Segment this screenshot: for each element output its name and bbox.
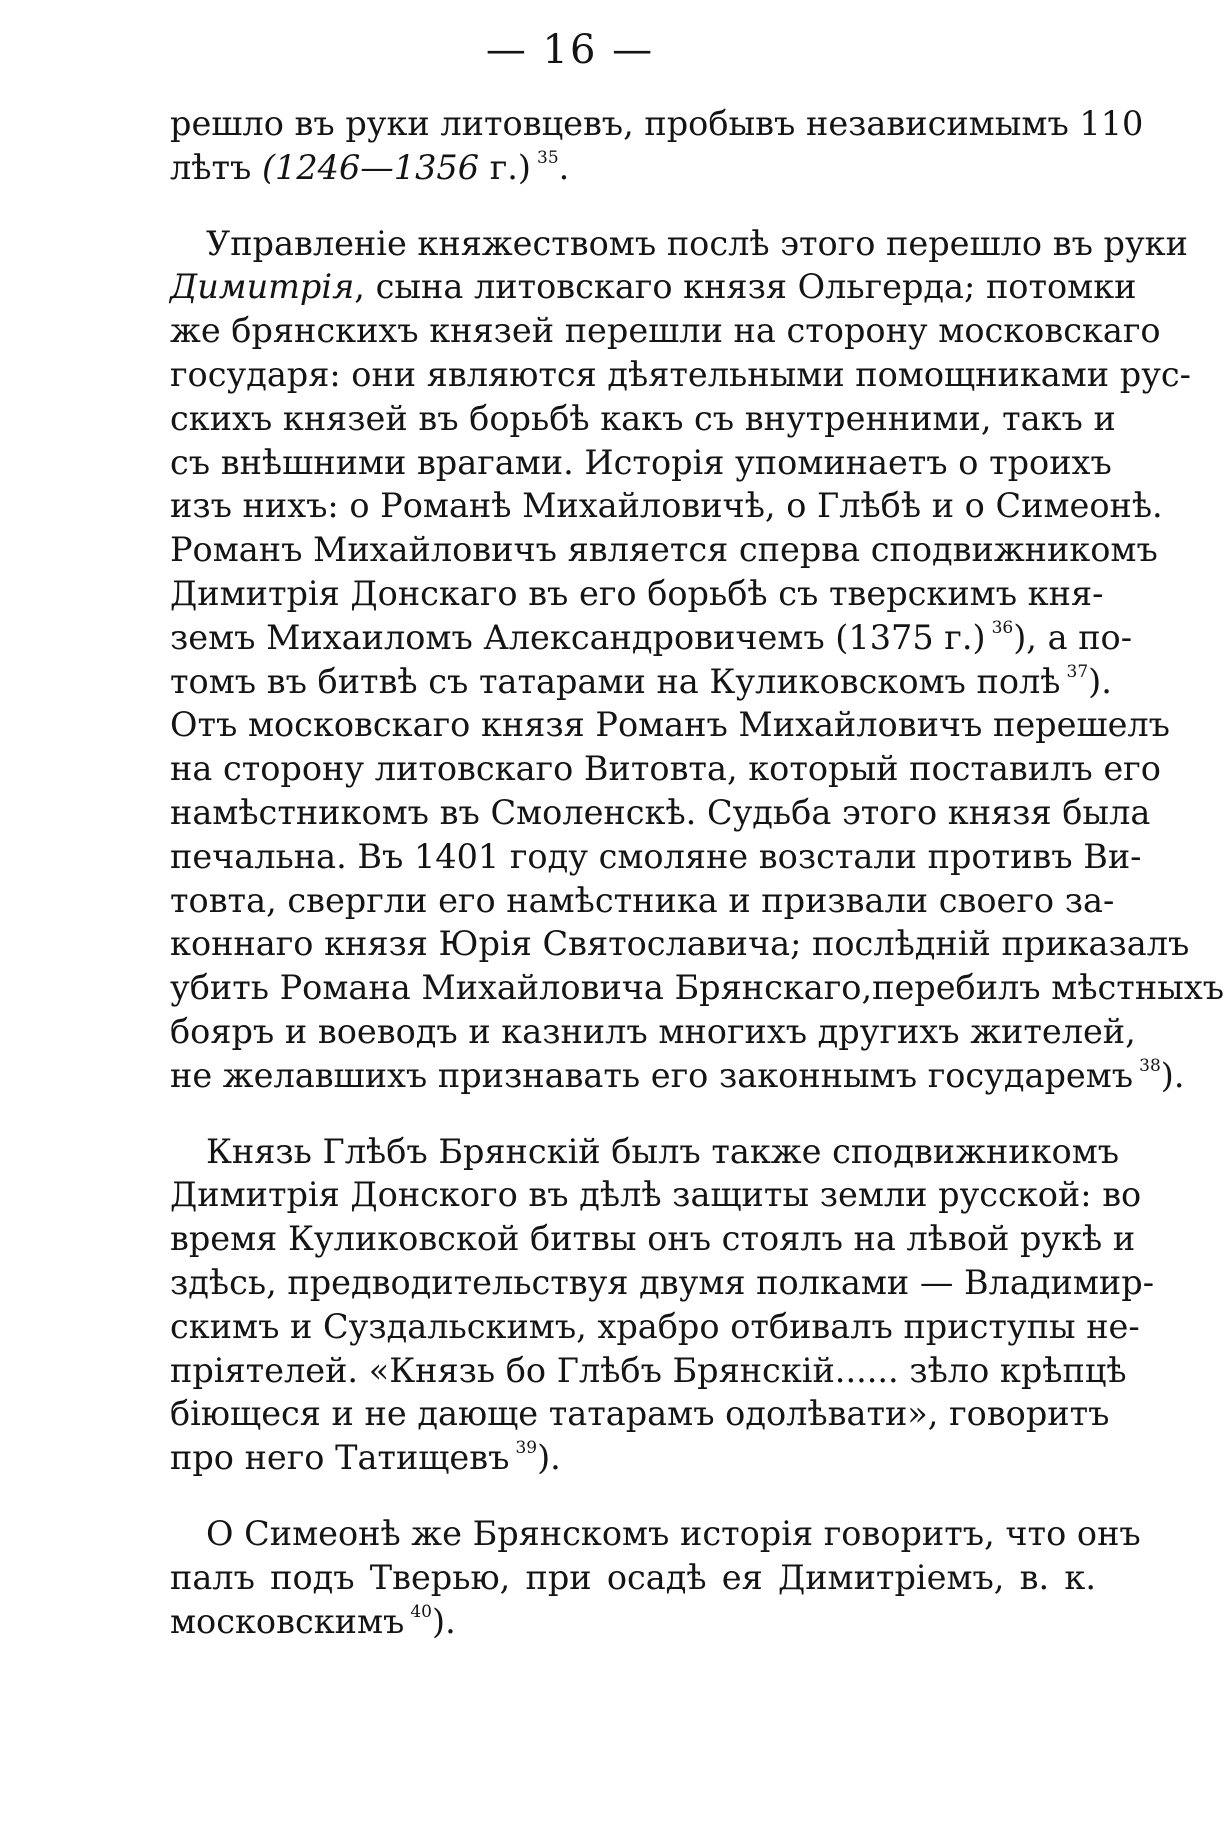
text-segment: Князь Глѣбъ Брянскій былъ также сподвижникомъ [206,1131,1120,1171]
text-line [170,265,1137,309]
text-line [170,1130,1120,1174]
text-segment: московскимъ [170,1601,405,1641]
text-segment: ). [537,1438,561,1478]
text-body [170,102,1224,1643]
text-line [170,222,1188,266]
text-segment: съ внѣшними врагами. Исторія упоминаетъ о троихъ [170,442,1112,482]
text-line [170,1392,1110,1436]
text-line [170,1436,1096,1480]
text-segment: убить Романа Михайловича Брянскаго,перебилъ мѣстныхъ [170,968,1224,1008]
footnote-ref: 38 [1139,1055,1161,1076]
text-segment: земъ Михаиломъ Александровичемъ (1375 г.) [170,617,986,657]
text-line [170,1349,1127,1393]
paragraph [170,222,1224,1098]
text-line [170,484,1163,528]
text-line [170,660,1112,704]
page-number: — 16 — [485,27,655,73]
text-segment: здѣсь, предводительствуя двумя полками — Владимир- [170,1262,1155,1302]
italic-text: (1246—1356 [261,147,480,187]
text-line [170,1054,1185,1098]
text-segment: пріятелей. «Князь бо Глѣбъ Брянскій...... зѣло крѣпцѣ [170,1350,1127,1390]
text-segment: ). [1088,661,1112,701]
text-segment: палъ подъ Тверью, при осадѣ ея Димитріемъ, в. к. [170,1557,1096,1597]
text-line [170,616,1133,660]
text-line [170,791,1151,835]
text-line [170,1010,1136,1054]
text-line [170,879,1115,923]
text-segment: . [558,147,570,187]
text-segment: біющеся и не дающе татарамъ одолѣвати», говоритъ [170,1394,1110,1434]
text-segment: на сторону литовскаго Витовта, который поставилъ его [170,749,1161,789]
text-segment: время Куликовской битвы онъ стоялъ на лѣвой рукѣ и [170,1219,1136,1259]
text-line [170,441,1112,485]
text-segment: Управленіе княжествомъ послѣ этого перешло въ руки [206,223,1188,263]
text-segment: бояръ и воеводъ и казнилъ многихъ другихъ жителей, [170,1011,1136,1051]
paragraph [170,1130,1155,1480]
text-line [170,397,1116,441]
paragraph [170,1512,1141,1643]
text-line [170,146,1096,190]
text-line [170,1305,1140,1349]
text-segment: скихъ князей въ борьбѣ какъ съ внутренними, такъ и [170,398,1116,438]
text-segment: Отъ московскаго князя Романъ Михайловичъ перешелъ [170,705,1170,745]
text-segment: же брянскихъ князей перешли на сторону московскаго [170,311,1161,351]
text-segment: товта, свергли его намѣстника и призвали своего за- [170,880,1115,920]
text-segment: лѣтъ [170,147,262,187]
text-line [170,1217,1136,1261]
text-line [170,922,1190,966]
text-segment: намѣстникомъ въ Смоленскѣ. Судьба этого князя была [170,792,1151,832]
text-segment: скимъ и Суздальскимъ, храбро отбивалъ приступы не- [170,1306,1140,1346]
text-segment: томъ въ битвѣ съ татарами на Куликовскомъ полѣ [170,661,1061,701]
footnote-ref: 40 [410,1601,432,1622]
text-segment: про него Татищевъ [170,1438,510,1478]
paragraph [170,102,1144,190]
text-line [170,966,1224,1010]
text-line [170,1556,1096,1600]
text-segment: не желавшихъ признавать его законнымъ государемъ [170,1055,1134,1095]
text-line [170,572,1104,616]
text-segment: г.) [479,147,531,187]
text-line [170,528,1158,572]
text-segment: Романъ Михайловичъ является сперва сподвижникомъ [170,530,1158,570]
text-line [170,1512,1141,1556]
text-line [170,747,1161,791]
text-segment: О Симеонѣ же Брянскомъ исторія говоритъ, что онъ [206,1513,1141,1553]
text-segment: изъ нихъ: о Романѣ Михайловичѣ, о Глѣбѣ и о Симеонѣ. [170,486,1163,526]
footnote-ref: 39 [515,1438,538,1459]
text-line [170,1261,1155,1305]
text-line [170,102,1144,146]
text-segment: Димитрія Донского въ дѣлѣ защиты земли русской: во [170,1175,1142,1215]
text-segment: коннаго князя Юрія Святославича; послѣдній приказалъ [170,924,1190,964]
text-line [170,1173,1142,1217]
text-line [170,703,1170,747]
text-segment: Димитрія Донскаго въ его борьбѣ съ тверскимъ кня- [170,573,1104,613]
text-segment: ). [432,1601,456,1641]
text-segment: ). [1160,1055,1185,1095]
text-line [170,309,1161,353]
text-line [170,1600,1096,1644]
footnote-ref: 36 [991,617,1014,638]
text-segment: , сына литовскаго князя Ольгерда; потомки [354,267,1137,307]
text-segment: ), а по- [1013,617,1133,657]
text-line [170,835,1142,879]
text-segment: государя: они являются дѣятельными помощниками рус- [170,354,1191,394]
text-segment: печальна. Въ 1401 году смоляне возстали противъ Ви- [170,836,1142,876]
italic-text: Димитрія [170,267,355,307]
text-line [170,353,1191,397]
footnote-ref: 37 [1066,661,1089,682]
footnote-ref: 35 [537,147,559,168]
text-segment: решло въ руки литовцевъ, пробывъ независимымъ 110 [170,104,1144,143]
